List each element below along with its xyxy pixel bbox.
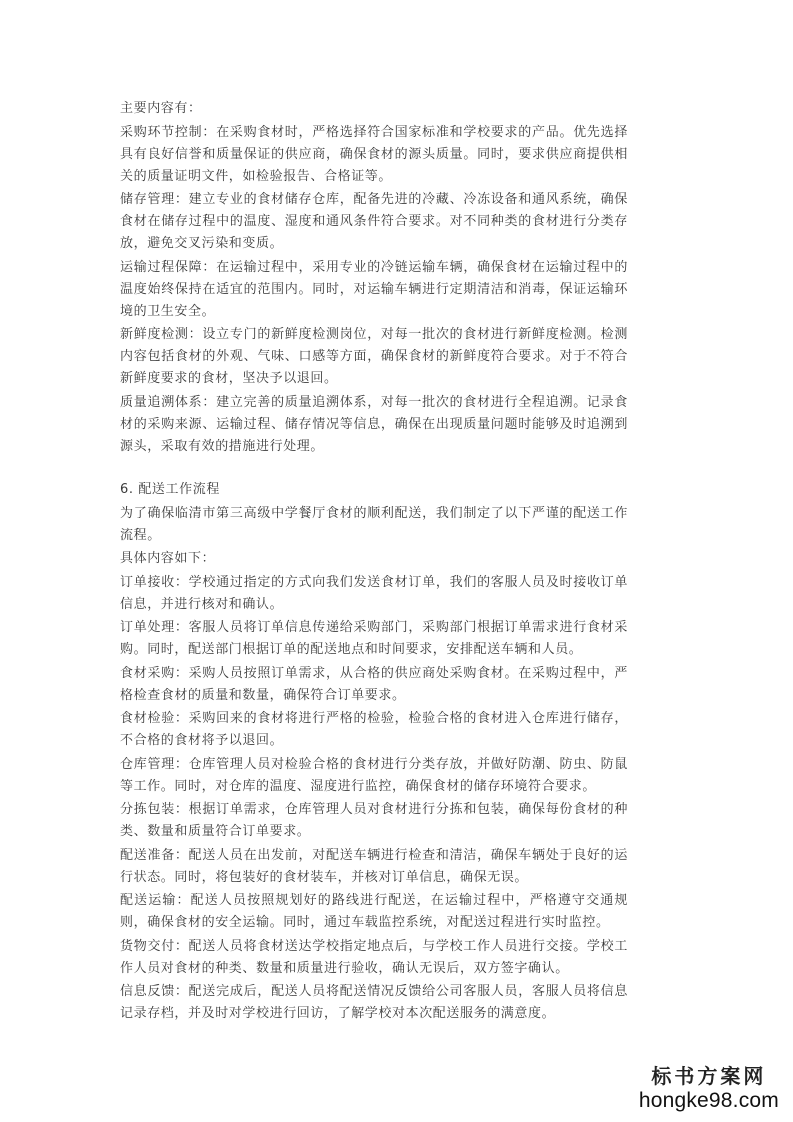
paragraph: 采购环节控制：在采购食材时，严格选择符合国家标准和学校要求的产品。优先选择具有良好信誉和质量保证的供应商，确保食材的源头质量。同时，要求供应商提供相关的质量证明文件，如检验报告、合格证等。 xyxy=(120,124,628,184)
paragraph: 仓库管理：仓库管理人员对检验合格的食材进行分类存放，并做好防潮、防虫、防鼠等工作。同时，对仓库的温度、湿度进行监控，确保食材的储存环境符合要求。 xyxy=(120,756,628,794)
paragraph: 订单接收：学校通过指定的方式向我们发送食材订单，我们的客服人员及时接收订单信息，并进行核对和确认。 xyxy=(120,574,628,612)
delivery-process-section xyxy=(120,503,628,1026)
paragraph: 配送运输：配送人员按照规划好的路线进行配送，在运输过程中，严格遵守交通规则，确保食材的安全运输。同时，通过车载监控系统，对配送过程进行实时监控。 xyxy=(120,893,628,930)
paragraph: 主要内容有： xyxy=(120,101,202,116)
paragraph: 新鲜度检测：设立专门的新鲜度检测岗位，对每一批次的食材进行新鲜度检测。检测内容包括食材的外观、气味、口感等方面，确保食材的新鲜度符合要求。对于不符合新鲜度要求的食材，坚决予以退回。 xyxy=(120,327,628,386)
paragraph: 配送准备：配送人员在出发前，对配送车辆进行检查和清洁，确保车辆处于良好的运行状态。同时，将包装好的食材装车，并核对订单信息，确保无误。 xyxy=(120,847,628,885)
paragraph: 具体内容如下： xyxy=(120,551,216,566)
paragraph: 为了确保临清市第三高级中学餐厅食材的顺利配送，我们制定了以下严谨的配送工作流程。 xyxy=(120,505,628,543)
watermark-title: 标书方案网 xyxy=(651,1064,767,1088)
document-body xyxy=(120,98,628,1027)
quality-section xyxy=(120,98,628,458)
paragraph: 订单处理：客服人员将订单信息传递给采购部门，采购部门根据订单需求进行食材采购。同时，配送部门根据订单的配送地点和时间要求，安排配送车辆和人员。 xyxy=(120,620,628,657)
paragraph: 货物交付：配送人员将食材送达学校指定地点后，与学校工作人员进行交接。学校工作人员对食材的种类、数量和质量进行验收，确认无误后，双方签字确认。 xyxy=(120,938,628,976)
paragraph: 信息反馈：配送完成后，配送人员将配送情况反馈给公司客服人员，客服人员将信息记录存档，并及时对学校进行回访，了解学校对本次配送服务的满意度。 xyxy=(120,984,628,1021)
watermark-logo xyxy=(639,1064,779,1114)
paragraph: 运输过程保障：在运输过程中，采用专业的冷链运输车辆，确保食材在运输过程中的温度始终保持在适宜的范围内。同时，对运输车辆进行定期清洁和消毒，保证运输环境的卫生安全。 xyxy=(120,259,628,319)
section-heading: 6. 配送工作流程 xyxy=(120,482,220,497)
paragraph: 分拣包装：根据订单需求，仓库管理人员对食材进行分拣和包装，确保每份食材的种类、数量和质量符合订单要求。 xyxy=(120,802,628,839)
paragraph: 食材检验：采购回来的食材将进行严格的检验，检验合格的食材进入仓库进行储存，不合格的食材将予以退回。 xyxy=(120,711,628,748)
watermark-url: hongke98.com xyxy=(638,1089,779,1112)
paragraph: 质量追溯体系：建立完善的质量追溯体系，对每一批次的食材进行全程追溯。记录食材的采购来源、运输过程、储存情况等信息，确保在出现质量问题时能够及时追溯到源头，采取有效的措施进行处理。 xyxy=(120,394,628,454)
paragraph: 食材采购：采购人员按照订单需求，从合格的供应商处采购食材。在采购过程中，严格检查食材的质量和数量，确保符合订单要求。 xyxy=(120,665,628,703)
paragraph: 储存管理：建立专业的食材储存仓库，配备先进的冷藏、冷冻设备和通风系统，确保食材在储存过程中的温度、湿度和通风条件符合要求。对不同种类的食材进行分类存放，避免交叉污染和变质。 xyxy=(120,192,628,251)
